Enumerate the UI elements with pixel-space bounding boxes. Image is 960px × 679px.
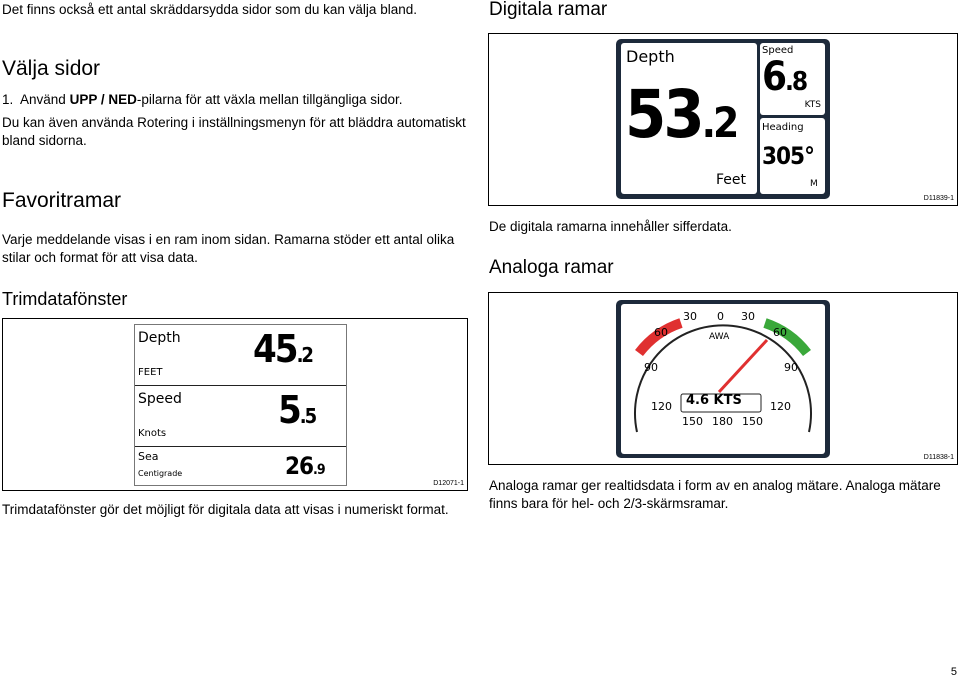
gauge-readout: 4.6 KTS — [686, 393, 742, 408]
analog-figure — [488, 292, 958, 465]
rotate-note: Du kan även använda Rotering i inställningsmenyn för att bläddra automatiskt bland sidorna. — [2, 115, 466, 148]
digital-heading: Digitala ramar — [489, 0, 608, 20]
step-text-pre: Använd — [20, 92, 70, 107]
digital-caption: De digitala ramarna innehåller sifferdata. — [489, 219, 732, 234]
tick-0: 0 — [717, 310, 724, 323]
trim-depth-label: Depth — [138, 330, 181, 346]
depth-panel — [621, 43, 757, 194]
intro-text: Det finns också ett antal skräddarsydda sidor som du kan välja bland. — [2, 2, 417, 17]
tick-90-right: 90 — [784, 361, 798, 374]
trim-sea-label: Sea — [138, 450, 159, 463]
speed-panel — [760, 43, 825, 115]
trim-figure-code: D12071-1 — [433, 480, 464, 487]
analog-caption: Analoga ramar ger realtidsdata i form av en analog mätare. Analoga mätare finns bara för hel- och 2/3-skärmsramar. — [489, 478, 941, 511]
step-1 — [2, 91, 472, 109]
digital-display — [616, 39, 830, 199]
trim-caption: Trimdatafönster gör det möjligt för digitala data att visas i numeriskt format. — [2, 502, 449, 517]
depth-unit: Feet — [716, 172, 747, 188]
trim-speed-value: 5.5 — [278, 388, 316, 432]
favorites-heading: Favoritramar — [2, 189, 122, 212]
tick-30-right: 30 — [741, 310, 755, 323]
trim-depth-value: 45.2 — [253, 327, 312, 371]
tick-180: 180 — [712, 415, 733, 428]
up-down-arrows-label: UPP / NED — [69, 92, 137, 107]
tick-90-left: 90 — [644, 361, 658, 374]
analog-figure-code: D11838-1 — [923, 454, 954, 461]
trim-heading: Trimdatafönster — [2, 289, 128, 309]
speed-value: 6.8 — [762, 54, 807, 100]
trim-speed-unit: Knots — [138, 428, 167, 439]
page-number: 5 — [950, 666, 957, 678]
heading-value: 305° — [762, 142, 814, 170]
heading-panel — [760, 118, 825, 194]
analog-heading: Analoga ramar — [489, 257, 614, 278]
speed-label: Speed — [762, 45, 794, 56]
depth-label: Depth — [626, 47, 675, 66]
trim-row-depth — [135, 325, 346, 386]
tick-150-right: 150 — [742, 415, 763, 428]
trim-row-speed — [135, 386, 346, 447]
select-pages-heading: Välja sidor — [2, 57, 101, 80]
trim-depth-unit: FEET — [138, 367, 163, 378]
gauge-label: AWA — [709, 332, 730, 342]
trim-display — [134, 324, 347, 486]
tick-120-right: 120 — [770, 400, 791, 413]
trim-row-sea — [135, 447, 346, 485]
digital-figure — [488, 33, 958, 206]
speed-unit: KTS — [804, 100, 821, 110]
heading-unit: M — [810, 179, 818, 189]
tick-60-right: 60 — [773, 326, 787, 339]
awa-gauge — [621, 304, 825, 454]
heading-label: Heading — [762, 122, 804, 133]
digital-figure-code: D11839-1 — [923, 195, 954, 202]
step-number: 1. — [2, 92, 14, 107]
analog-display — [616, 300, 830, 458]
gauge-face — [621, 304, 825, 454]
tick-150-left: 150 — [682, 415, 703, 428]
tick-30-left: 30 — [683, 310, 697, 323]
tick-120-left: 120 — [651, 400, 672, 413]
trim-figure — [2, 318, 468, 491]
tick-60-left: 60 — [654, 326, 668, 339]
favorites-text: Varje meddelande visas i en ram inom sidan. Ramarna stöder ett antal olika stilar och format för att visa data. — [2, 232, 455, 265]
trim-speed-label: Speed — [138, 391, 182, 407]
depth-value: 53.2 — [625, 76, 737, 153]
step-text-post: -pilarna för att växla mellan tillgängliga sidor. — [136, 92, 403, 107]
trim-sea-unit: Centigrade — [138, 469, 183, 478]
trim-sea-value: 26.9 — [285, 452, 325, 480]
